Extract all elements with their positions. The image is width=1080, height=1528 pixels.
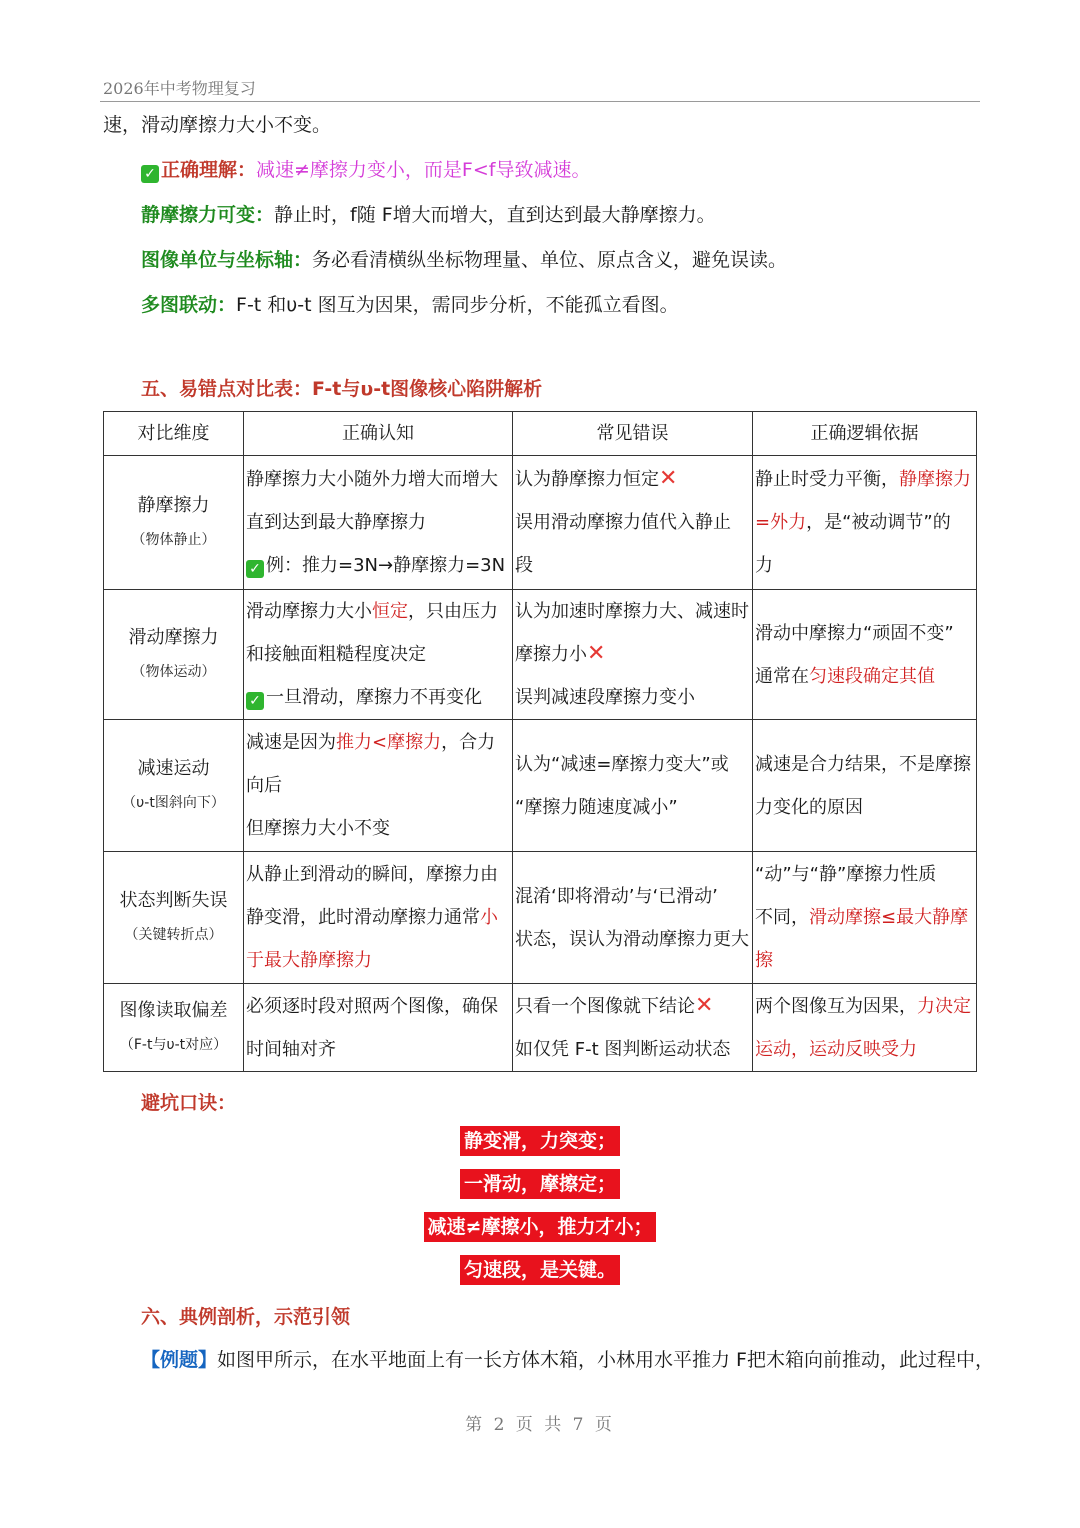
mnemonic-text: 减速≠摩擦小，推力才小； <box>424 1212 657 1242</box>
cell-highlight: 推力<摩擦力 <box>336 732 442 753</box>
correct-cell <box>244 456 513 590</box>
table-header-row <box>104 412 977 456</box>
example-line <box>141 1345 994 1372</box>
cell-text: 滑动摩擦力大小 <box>246 601 372 622</box>
dimension-subtitle: （物体静止） <box>131 531 216 548</box>
table-row <box>104 852 977 984</box>
cell-highlight: 静摩擦力 <box>899 469 971 490</box>
static-label: 静摩擦力可变： <box>141 204 275 226</box>
cell-line: 但摩擦力大小不变 <box>246 818 390 839</box>
cell-highlight: 恒定 <box>372 601 408 622</box>
mnemonic-text: 静变滑，力突变； <box>460 1126 620 1156</box>
axis-label: 图像单位与坐标轴： <box>141 249 313 271</box>
static-text: 静止时，f随 F增大而增大，直到达到最大静摩擦力。 <box>274 204 716 226</box>
table-row <box>104 456 977 590</box>
mnemonic-text: 匀速段，是关键。 <box>460 1255 620 1285</box>
cell-line: 误判减速段摩擦力变小 <box>515 687 695 708</box>
cell-text: 静止时受力平衡， <box>755 469 899 490</box>
cell-text: 一旦滑动，摩擦力不再变化 <box>266 687 482 708</box>
cell-line: 和接触面粗糙程度决定 <box>246 644 426 665</box>
correct-cell <box>244 590 513 720</box>
correct-text: 减速≠摩擦力变小，而是F<f导致减速。 <box>256 159 591 181</box>
intro-line: 速，滑动摩擦力大小不变。 <box>103 114 332 136</box>
cell-highlight: 滑动摩擦≤最大静摩 <box>809 907 969 928</box>
cell-line: 时间轴对齐 <box>246 1038 336 1060</box>
correct-label: 正确理解： <box>161 159 257 181</box>
mnemonic-line <box>0 1255 1080 1285</box>
multi-text: F-t 和υ-t 图互为因果，需同步分析，不能孤立看图。 <box>236 294 679 316</box>
cell-line: “摩擦力随速度减小” <box>515 796 678 818</box>
table-row <box>104 590 977 720</box>
mnemonic-label: 避坑口诀： <box>141 1092 237 1114</box>
cell-line: 混淆‘即将滑动’与‘已滑动’ <box>515 885 718 907</box>
multi-label: 多图联动： <box>141 294 237 316</box>
cell-line <box>246 676 510 719</box>
check-icon: ✓ <box>246 692 264 710</box>
correct-understanding <box>141 155 590 183</box>
cell-line <box>755 501 974 544</box>
logic-cell <box>753 984 977 1072</box>
dimension-cell <box>104 590 244 720</box>
correct-cell <box>244 852 513 984</box>
cell-line: “动”与“静”摩擦力性质 <box>755 864 937 885</box>
header-divider <box>100 101 980 102</box>
dimension-title: 减速运动 <box>137 757 210 779</box>
cell-line: 于最大静摩擦力 <box>246 950 372 971</box>
axis-note <box>141 245 787 272</box>
dimension-cell <box>104 984 244 1072</box>
cell-line: 认为加速时摩擦力大、减速时 <box>515 601 749 622</box>
check-icon: ✓ <box>246 560 264 578</box>
error-cell <box>513 984 753 1072</box>
cell-line: 滑动中摩擦力“顽固不变” <box>755 622 954 644</box>
header-cell: 常见错误 <box>513 412 753 456</box>
cell-text: 例：推力=3N→静摩擦力=3N <box>266 555 506 576</box>
error-cell <box>513 720 753 852</box>
mnemonic-text: 一滑动，摩擦定； <box>460 1169 620 1199</box>
cell-text: ，只由压力 <box>408 601 498 622</box>
cell-text: ，合力 <box>441 732 496 753</box>
cell-text: 不同， <box>755 907 809 928</box>
header-title: 2026年中考物理复习 <box>103 79 256 98</box>
cell-line: 必须逐时段对照两个图像，确保 <box>246 995 498 1017</box>
cell-line <box>246 544 510 587</box>
cell-line <box>755 458 974 501</box>
mnemonic-line <box>0 1212 1080 1242</box>
section-6-title: 六、典例剖析，示范引领 <box>141 1306 351 1328</box>
cell-line: 直到达到最大静摩擦力 <box>246 512 426 533</box>
logic-cell <box>753 720 977 852</box>
page-footer: 第 2 页 共 7 页 <box>465 1415 615 1435</box>
correct-cell <box>244 720 513 852</box>
cross-icon: ✕ <box>659 466 678 491</box>
correct-cell <box>244 984 513 1072</box>
check-icon: ✓ <box>141 165 159 183</box>
cell-highlight: 匀速段确定其值 <box>809 665 935 687</box>
cell-line: 运动，运动反映受力 <box>755 1038 917 1060</box>
dimension-subtitle: （F-t与υ-t对应） <box>119 1036 228 1053</box>
cell-line: 认为“减速=摩擦力变大”或 <box>515 753 729 775</box>
cell-text: 两个图像互为因果， <box>755 995 917 1017</box>
logic-cell <box>753 852 977 984</box>
cell-line <box>755 896 974 939</box>
example-tag: 【例题】 <box>141 1349 218 1371</box>
cell-text: 减速是因为 <box>246 732 336 753</box>
dimension-subtitle: （υ-t图斜向下） <box>122 794 225 811</box>
cell-line <box>515 633 750 676</box>
dimension-title: 图像读取偏差 <box>119 999 228 1021</box>
cell-line <box>515 985 750 1028</box>
cell-highlight: 小 <box>480 907 498 928</box>
logic-cell <box>753 456 977 590</box>
comparison-table <box>103 411 977 1072</box>
cell-text: 只看一个图像就下结论 <box>515 995 695 1017</box>
dimension-cell <box>104 720 244 852</box>
cell-line <box>246 896 510 939</box>
static-friction-note <box>141 200 716 227</box>
multi-graph-note <box>141 290 679 317</box>
dimension-title: 静摩擦力 <box>137 494 210 516</box>
cell-line <box>755 985 974 1028</box>
cell-line: 向后 <box>246 775 282 796</box>
table-row <box>104 720 977 852</box>
header-cell: 正确认知 <box>244 412 513 456</box>
cell-line: 误用滑动摩擦力值代入静止 <box>515 512 731 533</box>
cross-icon: ✕ <box>695 992 714 1018</box>
mnemonic-line <box>0 1169 1080 1199</box>
cross-icon: ✕ <box>587 641 606 666</box>
dimension-cell <box>104 852 244 984</box>
error-cell <box>513 852 753 984</box>
table-row <box>104 984 977 1072</box>
cell-line: 静摩擦力大小随外力增大而增大 <box>246 469 498 490</box>
dimension-subtitle: （关键转折点） <box>124 926 223 943</box>
dimension-title: 状态判断失误 <box>119 889 228 911</box>
error-cell <box>513 590 753 720</box>
section-5-title: 五、易错点对比表：F-t与υ-t图像核心陷阱解析 <box>141 378 543 400</box>
cell-text: 通常在 <box>755 665 809 687</box>
logic-cell <box>753 590 977 720</box>
cell-line: 从静止到滑动的瞬间，摩擦力由 <box>246 864 498 885</box>
error-cell <box>513 456 753 590</box>
cell-line: 段 <box>515 555 533 576</box>
cell-text: 摩擦力小 <box>515 644 587 665</box>
cell-line: 如仅凭 F-t 图判断运动状态 <box>515 1038 731 1060</box>
example-text: 如图甲所示，在水平地面上有一长方体木箱，小林用水平推力 F把木箱向前推动，此过程中， <box>217 1349 994 1371</box>
cell-text: ，是“被动调节”的 <box>806 512 951 533</box>
cell-line <box>515 458 750 501</box>
cell-line: 力变化的原因 <box>755 796 863 818</box>
cell-line: 力 <box>755 555 773 576</box>
cell-text: 认为静摩擦力恒定 <box>515 469 659 490</box>
cell-line <box>246 721 510 764</box>
axis-text: 务必看清横纵坐标物理量、单位、原点含义，避免误读。 <box>312 249 788 271</box>
cell-text: 静变滑，此时滑动摩擦力通常 <box>246 907 480 928</box>
mnemonic-line <box>0 1126 1080 1156</box>
cell-line <box>755 655 974 698</box>
cell-highlight: =外力 <box>755 512 807 533</box>
cell-line: 减速是合力结果，不是摩擦 <box>755 753 971 775</box>
header-cell: 正确逻辑依据 <box>753 412 977 456</box>
header-cell: 对比维度 <box>104 412 244 456</box>
dimension-title: 滑动摩擦力 <box>128 626 219 648</box>
dimension-cell <box>104 456 244 590</box>
dimension-subtitle: （物体运动） <box>131 663 216 680</box>
cell-line: 擦 <box>755 950 773 971</box>
cell-line <box>246 590 510 633</box>
cell-line: 状态，误认为滑动摩擦力更大 <box>515 928 749 950</box>
cell-highlight: 力决定 <box>917 995 971 1017</box>
